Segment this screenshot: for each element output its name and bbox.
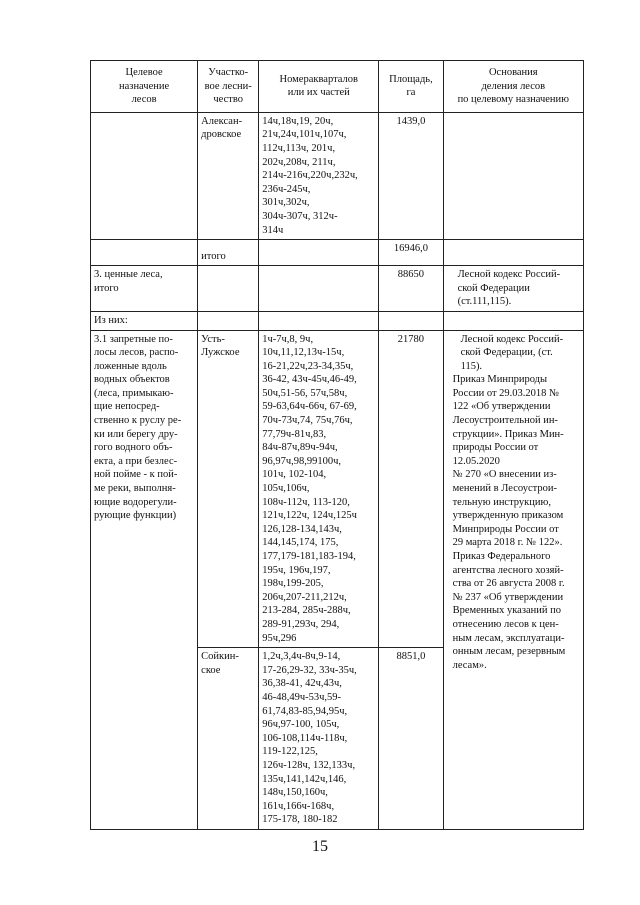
- basis-forest-code: Лесной кодекс Россий- ской Федерации, (ст. 115).: [460, 333, 564, 372]
- cell-district: Сойкин- ское: [198, 648, 259, 830]
- cell-area: 1439,0: [379, 112, 443, 239]
- forest-purpose-table: [90, 60, 584, 830]
- cell-basis: Лесной кодекс Россий- ской Федерации (ст.111,115).: [443, 266, 583, 312]
- cell-purpose: 3. ценные леса, итого: [91, 266, 198, 312]
- cell-quarters: 1,2ч,3,4ч-8ч,9-14, 17-26,29-32, 33ч-35ч, 36,38-41, 42ч,43ч, 46-48,49ч-53ч,59- 61,74,83-85,94,95ч, 96ч,97-100, 105ч, 106-108,114ч-118ч, 119-122,125, 126ч-128ч, 132,133ч, 135ч,141,142ч,146, 148ч,150,160ч, 161ч,166ч-168ч, 175-178, 180-182: [259, 648, 379, 830]
- cell-quarters: [259, 240, 379, 266]
- cell-area: 88650: [379, 266, 443, 312]
- table-row-valuable-forests: [91, 266, 584, 312]
- page-number: 15: [312, 838, 328, 855]
- cell-area: 16946,0: [379, 240, 443, 266]
- cell-basis: [443, 112, 583, 239]
- cell-district: итого: [198, 240, 259, 266]
- cell-area: 8851,0: [379, 648, 443, 830]
- table-row: [91, 112, 584, 239]
- cell-basis: [443, 240, 583, 266]
- header-area: Площадь, га: [379, 61, 443, 113]
- cell-basis: [443, 311, 583, 330]
- header-quarters: Номеракварталов или их частей: [259, 61, 379, 113]
- header-basis: Основания деления лесов по целевому назначению: [443, 61, 583, 113]
- cell-basis: [443, 330, 583, 829]
- cell-quarters: 14ч,18ч,19, 20ч, 21ч,24ч,101ч,107ч, 112ч,113ч, 201ч, 202ч,208ч, 211ч, 214ч-216ч,220ч,232ч, 236ч-245ч, 301ч,302ч, 304ч-307ч, 312ч- 314ч: [259, 112, 379, 239]
- table-row-total: [91, 240, 584, 266]
- cell-purpose: 3.1 запретные по- лосы лесов, распо- ложенные вдоль водных объектов (леса, примыкаю- щие непосред- ственно к руслу ре- ки или берегу дру- гого водного объ- екта, а при безлес- ной пойме - к пой- ме реки, выполня- ющие водорегули- рующие функции): [91, 330, 198, 829]
- cell-area: [379, 311, 443, 330]
- cell-purpose: [91, 112, 198, 239]
- cell-quarters: [259, 311, 379, 330]
- table-header-row: [91, 61, 584, 113]
- cell-quarters: 1ч-7ч,8, 9ч, 10ч,11,12,13ч-15ч, 16-21,22ч,23-34,35ч, 36-42, 43ч-45ч,46-49, 50ч,51-56, 57ч,58ч, 59-63,64ч-66ч, 67-69, 70ч-73ч,74, 75ч,76ч, 77,79ч-81ч,83, 84ч-87ч,89ч-94ч, 96,97ч,98,99100ч, 101ч, 102-104, 105ч,106ч, 108ч-112ч, 113-120, 121ч,122ч, 124ч,125ч 126,128-134,143ч, 144,145,174, 175, 177,179-181,183-194, 195ч, 196ч,197, 198ч,199-205, 206ч,207-211,212ч, 213-284, 285ч-288ч, 289-91,293ч, 294, 95ч,296: [259, 330, 379, 648]
- table-row: [91, 330, 584, 648]
- header-purpose: Целевое назначение лесов: [91, 61, 198, 113]
- basis-orders: Приказ Минприроды России от 29.03.2018 № 122 «Об утверждении Лесоустроительной ин- струкции». Приказ Мин- природы России от 12.05.2020 № 270 «О внесении из- менений в Лесоустрои- тельную инструкцию, утвержденную приказом Минприроды России от 29 марта 2018 г. № 122». Приказ Федерального агентства лесного хозяй- ства от 26 августа 2008 г. № 237 «Об утверждении Временных указаний по отнесению лесов к цен- ным лесам, эксплуатаци- онным лесам, резервным лесам».: [452, 374, 566, 671]
- cell-purpose: Из них:: [91, 311, 198, 330]
- cell-area: 21780: [379, 330, 443, 648]
- cell-district: [198, 266, 259, 312]
- cell-district: Алексан- дровское: [198, 112, 259, 239]
- header-district: Участко- вое лесни- чество: [198, 61, 259, 113]
- table-row-of-them: [91, 311, 584, 330]
- cell-district: [198, 311, 259, 330]
- cell-quarters: [259, 266, 379, 312]
- cell-district: Усть- Лужское: [198, 330, 259, 648]
- cell-purpose: [91, 240, 198, 266]
